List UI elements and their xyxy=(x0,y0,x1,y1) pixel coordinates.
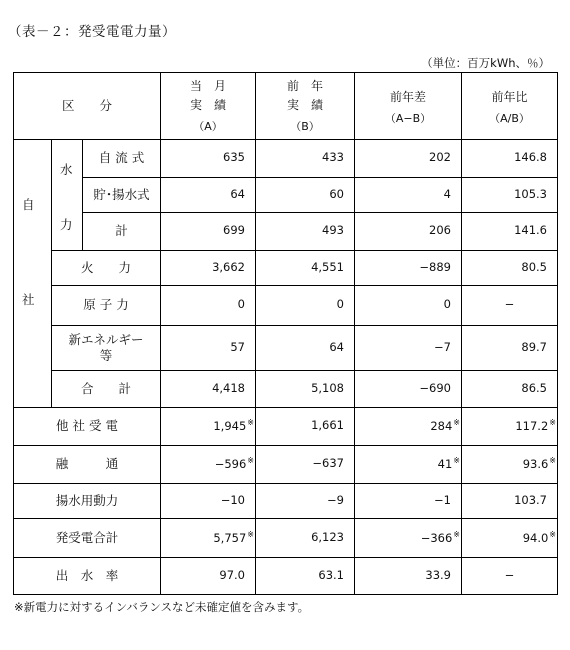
header-category: 区 分 xyxy=(61,98,112,114)
table-cell: 1,945※ xyxy=(213,418,254,433)
table-cell: 433 xyxy=(322,150,344,164)
table-cell: 141.6 xyxy=(514,223,547,237)
table-cell: −690 xyxy=(419,380,451,395)
table-cell: 4 xyxy=(443,186,451,201)
header-col-diff xyxy=(355,73,461,139)
table-cell: 105.3 xyxy=(514,186,547,201)
table-cell: 284※ xyxy=(430,418,460,433)
table-cell: 146.8 xyxy=(514,150,547,164)
row-label: 貯･揚水式 xyxy=(93,186,150,202)
header-col-ratio-l1: 前年比 xyxy=(491,90,528,105)
table-cell: −1 xyxy=(434,492,451,507)
note-mark: ※ xyxy=(247,456,254,465)
table-cell: 33.9 xyxy=(425,568,451,582)
header-col-current-l3: （A） xyxy=(193,119,223,133)
side-label-ji: 自 xyxy=(22,197,35,212)
header-col-prev-l1: 前 年 xyxy=(286,78,323,93)
table-cell: 94.0※ xyxy=(522,529,556,545)
header-col-current-l1: 当 月 xyxy=(189,78,226,93)
table-cell: −9 xyxy=(327,492,344,507)
note-mark: ※ xyxy=(247,529,254,539)
header-col-ratio xyxy=(462,73,557,139)
side-label-sha: 社 xyxy=(22,292,35,307)
table-cell: 206 xyxy=(429,223,451,237)
note-mark: ※ xyxy=(453,529,460,539)
table-cell: 63.1 xyxy=(318,568,344,582)
unit-note: （単位：百万kWh、％） xyxy=(421,56,550,70)
header-col-prev-l2: 実 績 xyxy=(286,97,323,112)
table-cell: 80.5 xyxy=(521,259,547,274)
table-cell: 4,551 xyxy=(311,259,344,274)
table-cell: 5,757※ xyxy=(213,529,254,545)
header-col-diff-l1: 前年差 xyxy=(389,90,426,105)
row-label: 揚水用動力 xyxy=(55,492,119,508)
table-cell: 97.0 xyxy=(219,568,245,582)
table-cell: 699 xyxy=(223,223,245,237)
note-mark: ※ xyxy=(453,418,460,427)
table-cell: −10 xyxy=(220,492,245,507)
note-mark: ※ xyxy=(247,418,254,427)
row-label: 合 計 xyxy=(80,380,131,396)
row-label: 火 力 xyxy=(80,259,131,275)
side-label-mizu: 水 xyxy=(60,162,73,177)
table-cell: −7 xyxy=(434,339,451,354)
table-cell: −366※ xyxy=(420,529,460,545)
table-cell: −637 xyxy=(312,456,344,470)
row-label: 他 社 受 電 xyxy=(56,418,118,434)
table-title: （表－２：発受電電力量） xyxy=(8,24,176,40)
table-cell: 64 xyxy=(230,186,245,201)
table-cell: 60 xyxy=(329,186,344,201)
row-label: 原 子 力 xyxy=(83,297,129,313)
row-label: 新エネルギー等 xyxy=(68,331,144,363)
table-cell: 0 xyxy=(443,297,451,311)
table-cell: 103.7 xyxy=(514,492,547,507)
table-cell: 86.5 xyxy=(521,380,547,395)
footnote: ※新電力に対するインバランスなど未確定値を含みます。 xyxy=(14,600,310,614)
table-cell: 5,108 xyxy=(311,380,344,395)
header-col-current-l2: 実 績 xyxy=(189,97,226,112)
header-col-current xyxy=(161,73,255,139)
row-label: 融 通 xyxy=(55,456,119,472)
table-cell: 93.6※ xyxy=(522,456,556,471)
table-cell: 3,662 xyxy=(212,259,245,274)
row-label: 発受電合計 xyxy=(55,529,119,545)
table-cell: − xyxy=(504,568,515,582)
header-col-prev xyxy=(256,73,354,139)
note-mark: ※ xyxy=(549,456,556,465)
table-cell: 89.7 xyxy=(521,339,547,354)
table-cell: 1,661 xyxy=(311,418,344,432)
table-cell: 0 xyxy=(237,297,245,311)
table-cell: 4,418 xyxy=(212,380,245,395)
table-cell: 57 xyxy=(230,339,245,354)
row-label: 自 流 式 xyxy=(98,150,145,166)
table-cell: 117.2※ xyxy=(515,418,556,433)
table-cell: 635 xyxy=(223,150,245,164)
table-cell: −596※ xyxy=(214,456,254,471)
table-cell: − xyxy=(504,297,515,311)
table-cell: 202 xyxy=(429,150,451,164)
note-mark: ※ xyxy=(549,418,556,427)
header-col-diff-l3: （A−B） xyxy=(384,112,432,126)
note-mark: ※ xyxy=(549,529,556,539)
table-cell: −889 xyxy=(419,259,451,274)
table-cell: 493 xyxy=(322,223,344,237)
header-col-ratio-l3: （A/B） xyxy=(489,112,530,126)
table-cell: 41※ xyxy=(437,456,460,471)
table-cell: 64 xyxy=(329,339,344,354)
row-label: 出 水 率 xyxy=(55,568,119,584)
header-col-prev-l3: （B） xyxy=(290,119,320,133)
note-mark: ※ xyxy=(453,456,460,465)
side-label-chikara: 力 xyxy=(60,217,73,232)
table-cell: 6,123 xyxy=(311,529,344,544)
row-label: 計 xyxy=(115,223,128,239)
table-cell: 0 xyxy=(336,297,344,311)
